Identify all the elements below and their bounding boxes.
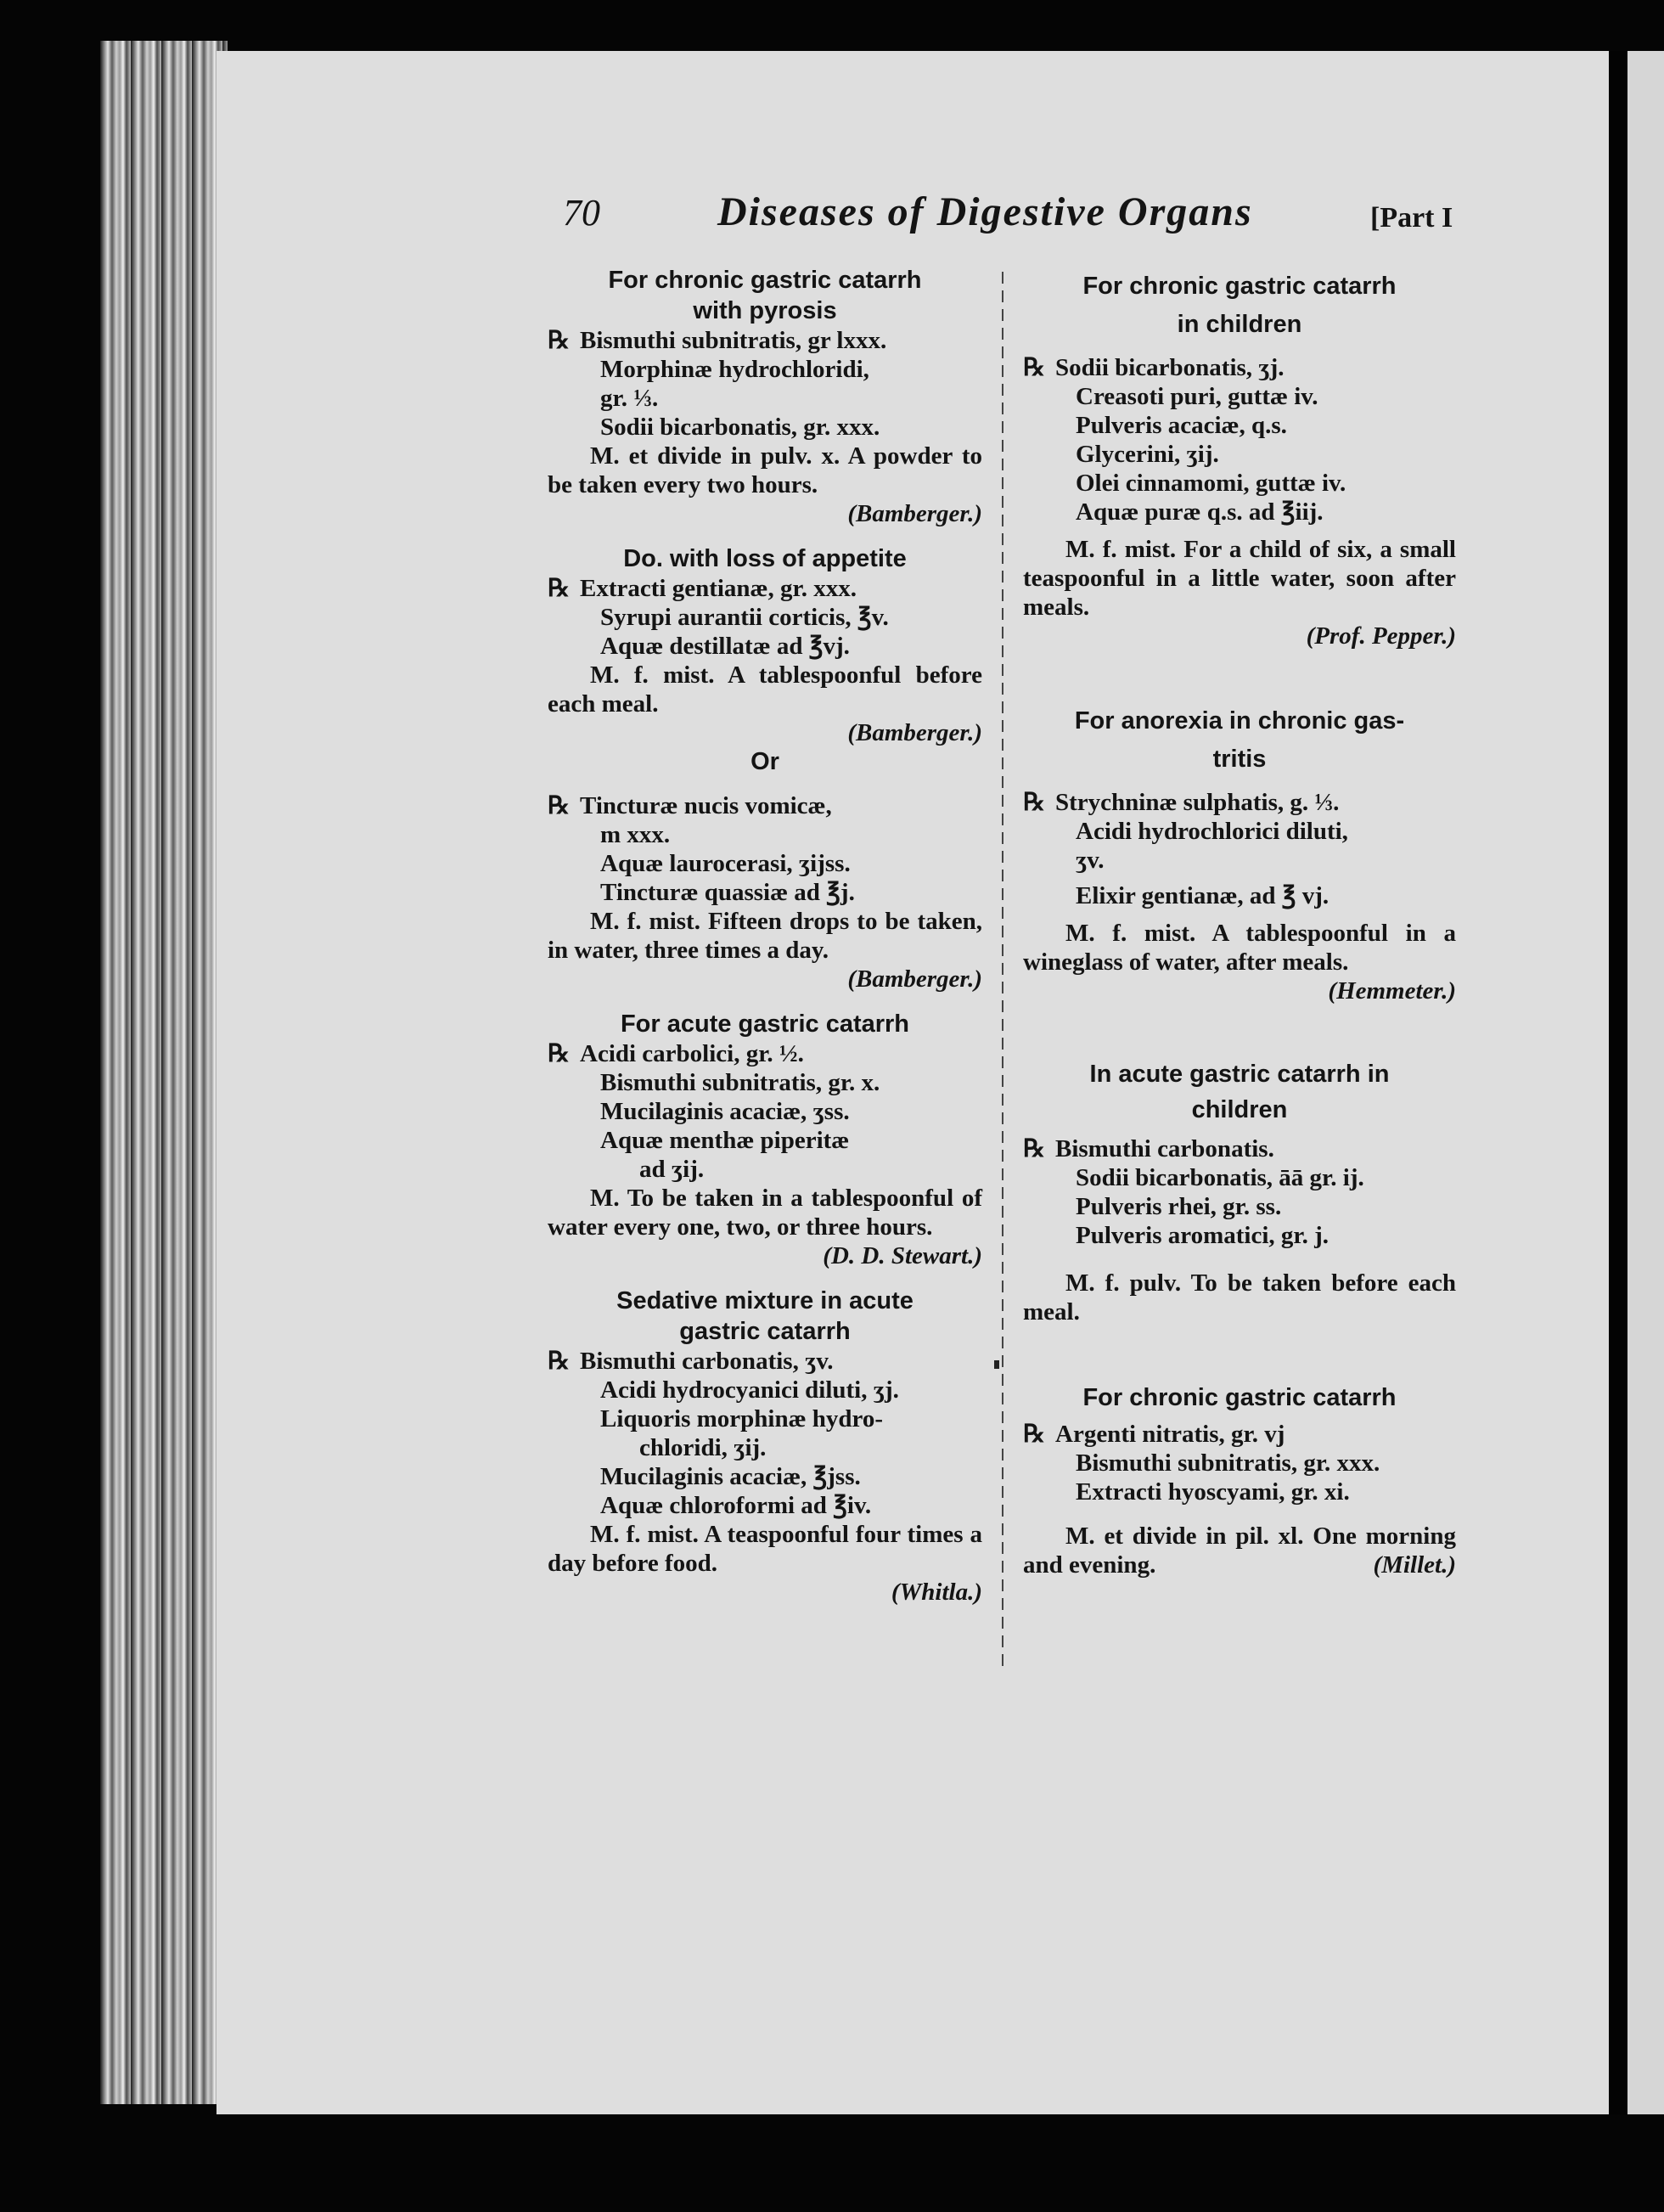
section-title: gastric catarrh	[679, 1318, 851, 1345]
recipe-line: ℞ Extracti gentianæ, gr. xxx.	[548, 575, 857, 602]
prescription-block	[548, 791, 982, 993]
directions: M. et divide in pulv. x. A powder to be taken every two hours.	[548, 442, 982, 498]
directions: M. To be taken in a tablespoonful of water every one, two, or three hours.	[548, 1185, 982, 1241]
prescription-block	[1023, 1376, 1456, 1579]
recipe-line: ℞ Sodii bicarbonatis, ʒj.	[1023, 354, 1285, 381]
directions: M. f. mist. Fifteen drops to be taken, in water, three times a day.	[548, 908, 982, 964]
or-separator: Or	[750, 748, 779, 775]
attribution: (Prof. Pepper.)	[1306, 622, 1456, 650]
column-divider	[1002, 272, 1003, 1673]
section-title: in children	[1177, 311, 1302, 338]
ingredient-line: Mucilaginis acaciæ, ʒss.	[600, 1098, 850, 1125]
section-title: For acute gastric catarrh	[620, 1010, 910, 1038]
directions: M. f. pulv. To be taken before each meal.	[1023, 1269, 1456, 1326]
rx-symbol: ℞	[1023, 1421, 1045, 1448]
section-title: tritis	[1212, 746, 1267, 773]
prescription-block	[548, 265, 982, 528]
recipe-line: ℞ Argenti nitratis, gr. vj	[1023, 1421, 1285, 1448]
ingredient-line: Mucilaginis acaciæ, ℥jss.	[600, 1463, 861, 1490]
ingredient-line: gr. ⅓.	[600, 385, 659, 412]
recipe-line: ℞ Bismuthi carbonatis.	[1023, 1135, 1274, 1162]
rx-symbol: ℞	[548, 575, 570, 602]
ingredient-line: Aquæ destillatæ ad ℥vj.	[600, 633, 850, 660]
recipe-line: ℞ Bismuthi carbonatis, ʒv.	[548, 1348, 834, 1375]
rx-symbol: ℞	[548, 1348, 570, 1375]
ingredient-line: Sodii bicarbonatis, āā gr. ij.	[1076, 1164, 1364, 1191]
ingredient-line: Pulveris aromatici, gr. j.	[1076, 1222, 1330, 1249]
ingredient-line: Pulveris acaciæ, q.s.	[1076, 412, 1287, 439]
recipe-line: ℞ Acidi carbolici, gr. ½.	[548, 1040, 804, 1067]
divider-mark	[994, 1360, 999, 1369]
attribution: (Bamberger.)	[847, 965, 982, 993]
section-title: children	[1191, 1096, 1288, 1123]
ingredient-line: Pulveris rhei, gr. ss.	[1076, 1193, 1282, 1220]
ingredient-line: chloridi, ʒij.	[639, 1434, 767, 1461]
adjacent-page-edge	[1627, 51, 1664, 2114]
ingredient-line: ʒv.	[1076, 847, 1105, 874]
ingredient-line: Syrupi aurantii corticis, ℥v.	[600, 604, 889, 631]
section-title: For chronic gastric catarrh	[1082, 1384, 1397, 1411]
section-title: Sedative mixture in acute	[616, 1287, 914, 1314]
section-title: For anorexia in chronic gas-	[1074, 707, 1405, 735]
directions: M. f. mist. A tablespoonful in a wineglass of water, after meals.	[1023, 920, 1456, 976]
running-title: Diseases of Digestive Organs	[717, 189, 1253, 234]
page-number: 70	[563, 192, 600, 234]
prescription-block	[1023, 265, 1456, 650]
section-title: For chronic gastric catarrh	[1082, 273, 1397, 300]
rx-symbol: ℞	[548, 327, 570, 354]
rx-symbol: ℞	[1023, 1135, 1045, 1162]
ingredient-line: Acidi hydrocyanici diluti, ʒj.	[600, 1376, 899, 1404]
section-title: Do. with loss of appetite	[623, 545, 907, 572]
ingredient-line: Olei cinnamomi, guttæ iv.	[1076, 470, 1346, 497]
gutter-strip	[1609, 51, 1627, 2114]
prescription-block	[548, 1286, 982, 1607]
ingredient-line: Sodii bicarbonatis, gr. xxx.	[600, 414, 880, 441]
left-column	[548, 265, 982, 1622]
ingredient-line: Morphinæ hydrochloridi,	[600, 356, 869, 383]
directions: M. f. mist. For a child of six, a small teaspoonful in a little water, soon after meals.	[1023, 536, 1456, 621]
ingredient-line: Bismuthi subnitratis, gr. x.	[600, 1069, 880, 1096]
rx-symbol: ℞	[1023, 789, 1045, 816]
attribution: (Hemmeter.)	[1328, 977, 1456, 1005]
ingredient-line: Acidi hydrochlorici diluti,	[1076, 818, 1348, 845]
ingredient-line: Creasoti puri, guttæ iv.	[1076, 383, 1318, 410]
film-edge	[100, 41, 228, 2104]
ingredient-line: m xxx.	[600, 821, 671, 848]
rx-symbol: ℞	[1023, 354, 1045, 381]
directions: M. f. mist. A tablespoonful before each meal.	[548, 661, 982, 718]
section-title: In acute gastric catarrh in	[1089, 1061, 1390, 1088]
recipe-line: ℞ Strychninæ sulphatis, g. ⅓.	[1023, 789, 1340, 816]
ingredient-line: Aquæ chloroformi ad ℥iv.	[600, 1492, 872, 1519]
ingredient-line: Extracti hyoscyami, gr. xi.	[1076, 1478, 1350, 1506]
attribution: (Millet.)	[1373, 1551, 1456, 1579]
ingredient-line: Liquoris morphinæ hydro-	[600, 1405, 884, 1432]
prescription-block	[1023, 1055, 1456, 1326]
ingredient-line: Aquæ menthæ piperitæ	[600, 1127, 850, 1154]
attribution: (D. D. Stewart.)	[823, 1242, 982, 1269]
ingredient-line: Aquæ laurocerasi, ʒijss.	[600, 850, 851, 877]
prescription-block	[548, 1009, 982, 1270]
rx-symbol: ℞	[548, 792, 570, 819]
attribution: (Whitla.)	[891, 1579, 982, 1606]
ingredient-line: Bismuthi subnitratis, gr. xxx.	[1076, 1449, 1380, 1477]
right-column	[1023, 265, 1456, 1595]
ingredient-line: Tincturæ quassiæ ad ℥j.	[600, 879, 855, 906]
prescription-block	[1023, 700, 1456, 1005]
part-label: [Part I	[1370, 202, 1453, 234]
prescription-block	[548, 543, 982, 776]
recipe-line: ℞ Tincturæ nucis vomicæ,	[548, 792, 832, 819]
directions: M. f. mist. A teaspoonful four times a day before food.	[548, 1521, 982, 1577]
ingredient-line: Elixir gentianæ, ad ℥ vj.	[1076, 882, 1330, 909]
attribution: (Bamberger.)	[847, 500, 982, 527]
attribution: (Bamberger.)	[847, 719, 982, 746]
section-title: with pyrosis	[693, 297, 837, 324]
ingredient-line: Aquæ puræ q.s. ad ℥iij.	[1076, 498, 1324, 526]
ingredient-line: Glycerini, ʒij.	[1076, 441, 1219, 468]
directions: M. et divide in pil. xl. One morning and evening.	[1023, 1523, 1456, 1579]
rx-symbol: ℞	[548, 1040, 570, 1067]
ingredient-line: ad ʒij.	[639, 1156, 705, 1183]
section-title: For chronic gastric catarrh	[608, 267, 922, 294]
recipe-line: ℞ Bismuthi subnitratis, gr lxxx.	[548, 327, 887, 354]
